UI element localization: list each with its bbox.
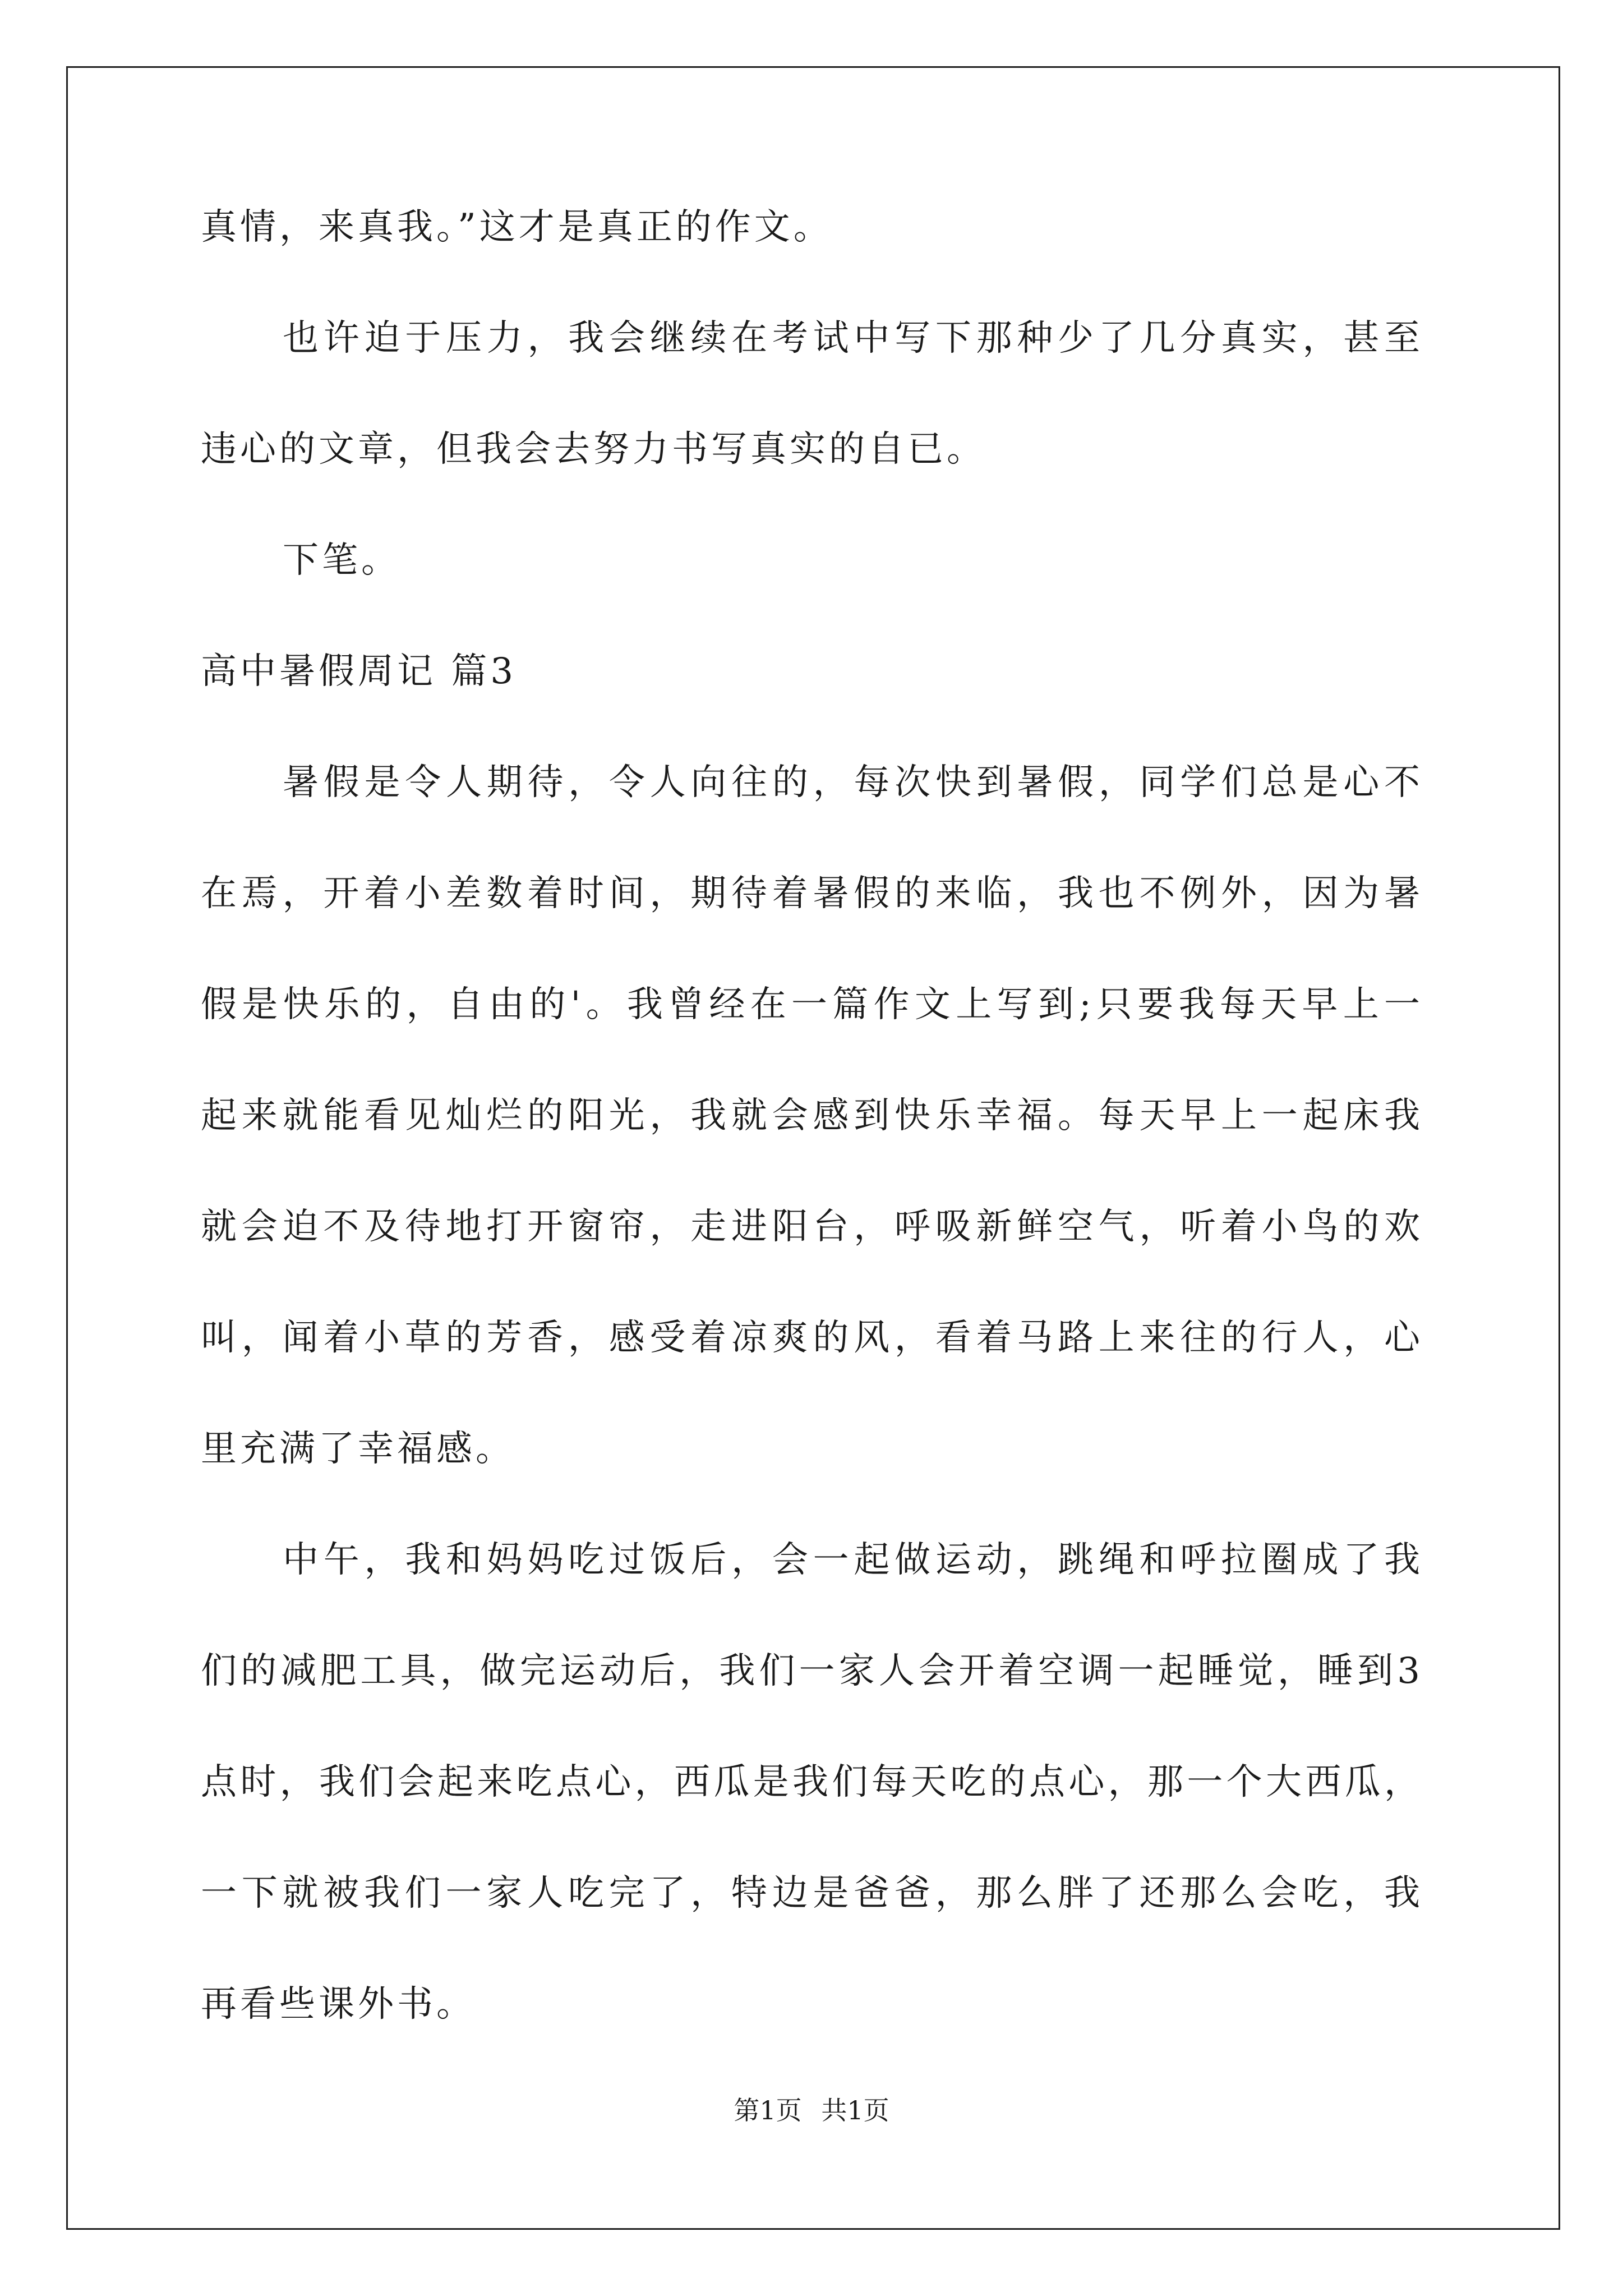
text-line-14: 们的减肥工具，做完运动后，我们一家人会开着空调一起睡觉，睡到3: [201, 1650, 1423, 1692]
page-footer: [0, 2095, 1623, 2126]
document-body: [201, 205, 1423, 2027]
text-line-1: 真情，来真我。”这才是真正的作文。: [201, 206, 833, 248]
text-line-12: 里充满了幸福感。: [201, 1428, 515, 1470]
text-line-17: 再看些课外书。: [201, 1984, 476, 2025]
text-line-2: 也许迫于压力，我会继续在考试中写下那种少了几分真实，甚至: [283, 318, 1423, 359]
text-line-11: 叫，闻着小草的芳香，感受着凉爽的风，看着马路上来往的行人，心: [201, 1317, 1423, 1359]
page-number: 第1页: [734, 2095, 802, 2125]
page-total: 共1页: [821, 2095, 889, 2125]
text-line-4: 下笔。: [283, 540, 400, 581]
text-line-7: 在焉，开着小差数着时间，期待着暑假的来临，我也不例外，因为暑: [201, 873, 1423, 914]
text-line-13: 中午，我和妈妈吃过饭后，会一起做运动，跳绳和呼拉圈成了我: [283, 1539, 1423, 1581]
text-line-8: 假是快乐的，自由的'。我曾经在一篇作文上写到;只要我每天早上一: [201, 984, 1423, 1025]
text-line-6: 暑假是令人期待，令人向往的，每次快到暑假，同学们总是心不: [283, 762, 1423, 803]
text-line-9: 起来就能看见灿烂的阳光，我就会感到快乐幸福。每天早上一起床我: [201, 1095, 1423, 1137]
text-line-15: 点时，我们会起来吃点心，西瓜是我们每天吃的点心，那一个大西瓜，: [201, 1761, 1423, 1803]
text-line-10: 就会迫不及待地打开窗帘，走进阳台，呼吸新鲜空气，听着小鸟的欢: [201, 1206, 1423, 1248]
text-line-3: 违心的文章，但我会去努力书写真实的自已。: [201, 429, 986, 470]
text-line-16: 一下就被我们一家人吃完了，特边是爸爸，那么胖了还那么会吃，我: [201, 1872, 1423, 1914]
section-heading: 高中暑假周记 篇3: [201, 651, 517, 692]
